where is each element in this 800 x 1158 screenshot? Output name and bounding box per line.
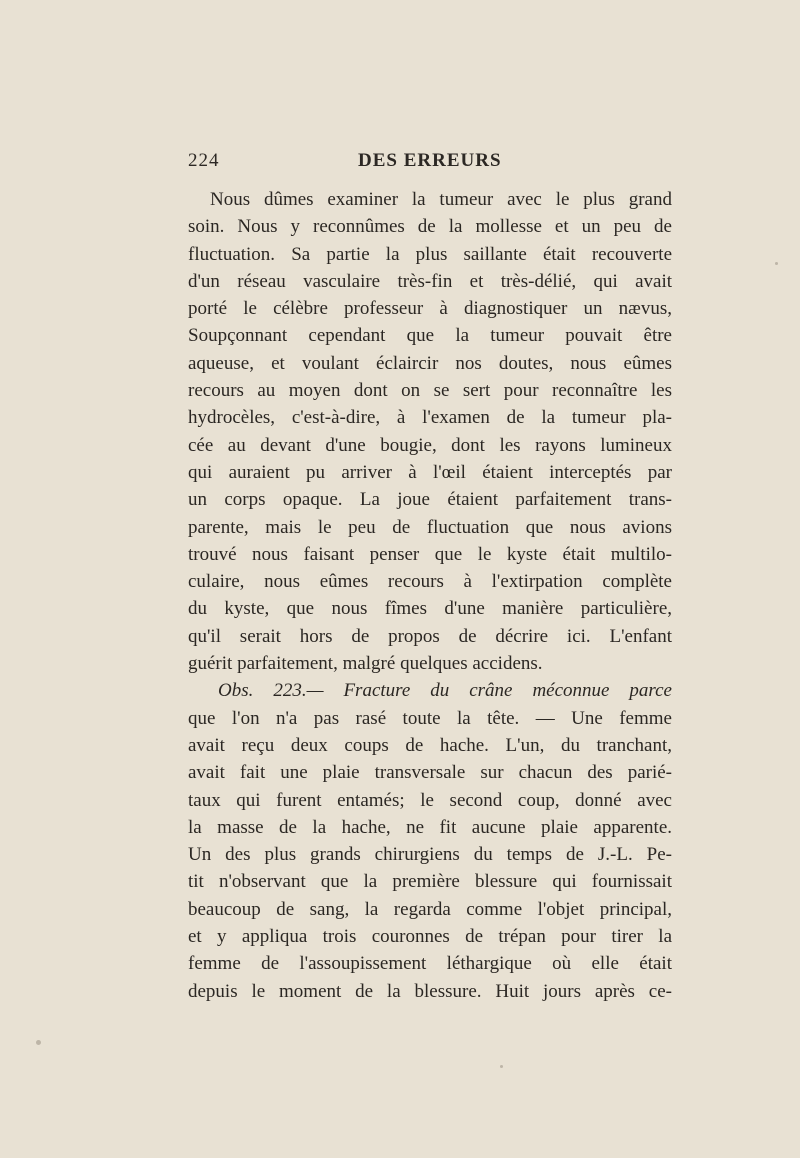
- text-line: aqueuse, et voulant éclaircir nos doutes, nous eûmes: [188, 352, 672, 374]
- page-number: 224: [188, 150, 220, 171]
- paper-speck: [36, 1040, 41, 1045]
- text-line: trouvé nous faisant penser que le kyste était multilo-: [188, 543, 672, 565]
- observation-heading-line: Obs. 223.— Fracture du crâne méconnue parce: [218, 680, 672, 702]
- text-line: d'un réseau vasculaire très-fin et très-délié, qui avait: [188, 270, 672, 292]
- text-line: Un des plus grands chirurgiens du temps de J.-L. Pe-: [188, 844, 672, 866]
- text-line: la masse de la hache, ne fit aucune plaie apparente.: [188, 816, 672, 838]
- text-line: guérit parfaitement, malgré quelques accidens.: [188, 653, 543, 675]
- text-line: qui auraient pu arriver à l'œil étaient interceptés par: [188, 461, 672, 483]
- text-line: culaire, nous eûmes recours à l'extirpation complète: [188, 571, 672, 593]
- text-line: avait fait une plaie transversale sur chacun des parié-: [188, 762, 672, 784]
- text-line: femme de l'assoupissement léthargique où elle était: [188, 953, 672, 975]
- paper-speck: [775, 262, 778, 265]
- text-line: du kyste, que nous fîmes d'une manière particulière,: [188, 598, 672, 620]
- text-line: qu'il serait hors de propos de décrire ici. L'enfant: [188, 625, 672, 647]
- text-line: avait reçu deux coups de hache. L'un, du tranchant,: [188, 734, 672, 756]
- running-title: DES ERREURS: [358, 150, 502, 171]
- text-line: cée au devant d'une bougie, dont les rayons lumineux: [188, 434, 672, 456]
- text-line: fluctuation. Sa partie la plus saillante était recouverte: [188, 243, 672, 265]
- text-line: porté le célèbre professeur à diagnostiquer un nævus,: [188, 298, 672, 320]
- text-line: un corps opaque. La joue étaient parfaitement trans-: [188, 489, 672, 511]
- text-line: parente, mais le peu de fluctuation que nous avions: [188, 516, 672, 538]
- text-line: recours au moyen dont on se sert pour reconnaître les: [188, 380, 672, 402]
- text-line: beaucoup de sang, la regarda comme l'objet principal,: [188, 898, 672, 920]
- text-line: soin. Nous y reconnûmes de la mollesse et un peu de: [188, 216, 672, 238]
- body-text: [188, 186, 672, 1005]
- text-line: Soupçonnant cependant que la tumeur pouvait être: [188, 325, 672, 347]
- text-line: tit n'observant que la première blessure qui fournissait: [188, 871, 672, 893]
- text-line: et y appliqua trois couronnes de trépan pour tirer la: [188, 926, 672, 948]
- page-header: [188, 150, 668, 180]
- text-line: taux qui furent entamés; le second coup, donné avec: [188, 789, 672, 811]
- text-line: Nous dûmes examiner la tumeur avec le plus grand: [210, 189, 672, 210]
- text-line: hydrocèles, c'est-à-dire, à l'examen de la tumeur pla-: [188, 407, 672, 429]
- paper-speck: [500, 1065, 503, 1068]
- observation-heading-line: que l'on n'a pas rasé toute la tête. — Une femme: [188, 707, 672, 729]
- text-line: depuis le moment de la blessure. Huit jours après ce-: [188, 980, 672, 1002]
